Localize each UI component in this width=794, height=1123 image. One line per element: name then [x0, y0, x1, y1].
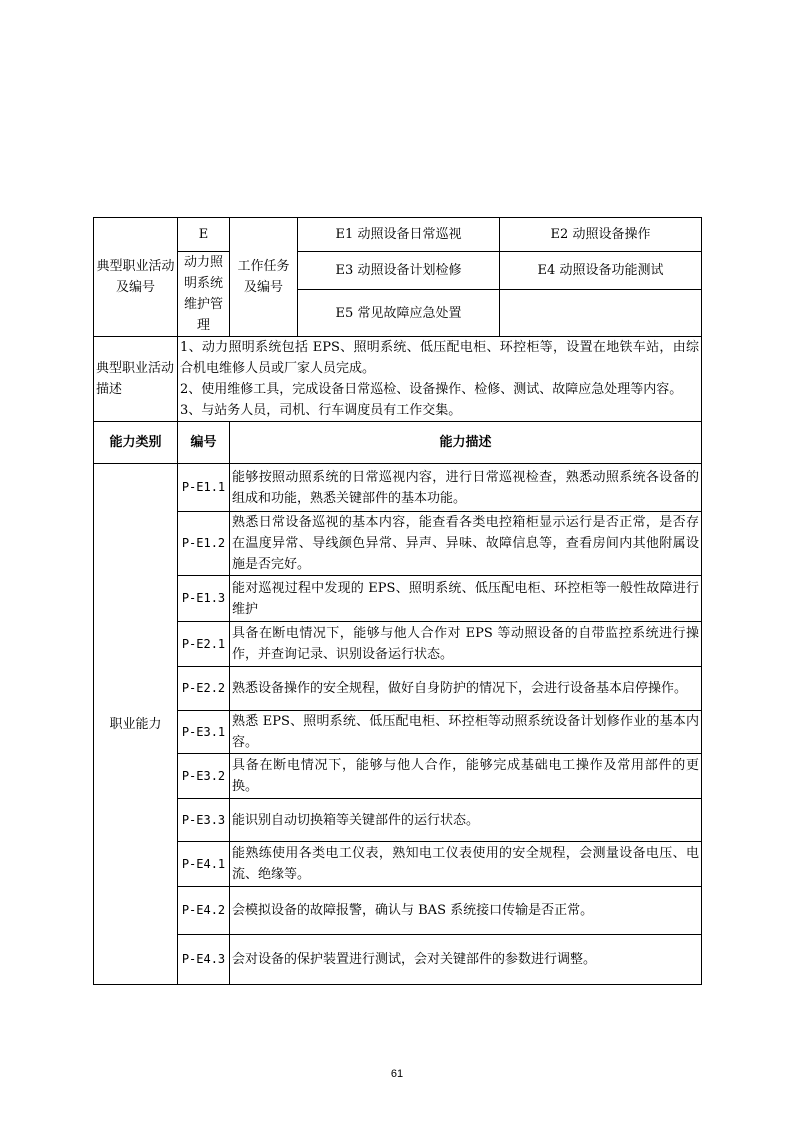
description-line: 2、使用维修工具，完成设备日常巡检、设备操作、检修、测试、故障应急处理等内容。: [180, 382, 683, 397]
ability-code: P-E2.1: [178, 622, 230, 667]
header-row: [94, 422, 702, 464]
description-row: [94, 337, 702, 422]
ability-code: P-E1.1: [178, 464, 230, 512]
table-row: [94, 512, 702, 576]
ability-code: P-E2.2: [178, 667, 230, 711]
ability-code: P-E4.1: [178, 842, 230, 887]
ability-text: 具备在断电情况下，能够与他人合作对 EPS 等动照设备的自带监控系统进行操作，并查询记录、识别设备运行状态。: [230, 622, 702, 667]
ability-code: P-E3.2: [178, 754, 230, 799]
ability-text: 会模拟设备的故障报警，确认与 BAS 系统接口传输是否正常。: [230, 887, 702, 935]
competency-table: [93, 217, 702, 985]
ability-code: P-E4.2: [178, 887, 230, 935]
header-code: 编号: [178, 422, 230, 464]
ability-text: 会对设备的保护装置进行测试，会对关键部件的参数进行调整。: [230, 935, 702, 985]
activity-row-2: [94, 252, 702, 290]
table-row: [94, 576, 702, 622]
ability-text: 能对巡视过程中发现的 EPS、照明系统、低压配电柜、环控柜等一般性故障进行维护: [230, 576, 702, 622]
ability-code: P-E1.2: [178, 512, 230, 576]
task-cell: E2 动照设备操作: [500, 218, 702, 252]
description-line: 1、动力照明系统包括 EPS、照明系统、低压配电柜、环控柜等，设置在地铁车站，由综合机电维修人员或厂家人员完成。: [180, 340, 699, 376]
task-cell: E3 动照设备计划检修: [298, 252, 500, 290]
header-category: 能力类别: [94, 422, 178, 464]
table-row: [94, 799, 702, 842]
table-row: [94, 667, 702, 711]
ability-code: P-E1.3: [178, 576, 230, 622]
ability-code: P-E3.3: [178, 799, 230, 842]
ability-text: 具备在断电情况下，能够与他人合作，能够完成基础电工操作及常用部件的更换。: [230, 754, 702, 799]
activity-label: 典型职业活动及编号: [94, 218, 178, 337]
description-cell: [178, 337, 702, 422]
page-number: 61: [390, 1068, 404, 1080]
ability-text: 能熟练使用各类电工仪表，熟知电工仪表使用的安全规程，会测量设备电压、电流、绝缘等。: [230, 842, 702, 887]
ability-text: 熟悉日常设备巡视的基本内容，能查看各类电控箱柜显示运行是否正常，是否存在温度异常、导线颜色异常、异声、异味、故障信息等，查看房间内其他附属设施是否完好。: [230, 512, 702, 576]
task-label: 工作任务及编号: [230, 218, 298, 337]
header-description: 能力描述: [230, 422, 702, 464]
table-row: [94, 935, 702, 985]
table-row: [94, 887, 702, 935]
table-row: [94, 622, 702, 667]
activity-row-1: [94, 218, 702, 252]
description-line: 3、与站务人员，司机、行车调度员有工作交集。: [180, 403, 462, 418]
table-row: [94, 754, 702, 799]
empty-task-cell: [500, 290, 702, 337]
task-cell: E1 动照设备日常巡视: [298, 218, 500, 252]
table-row: [94, 711, 702, 754]
table-row: [94, 464, 702, 512]
task-cell: E5 常见故障应急处置: [298, 290, 500, 337]
description-label: 典型职业活动描述: [94, 337, 178, 422]
category-cell: 职业能力: [94, 464, 178, 985]
activity-name: 动力照明系统维护管理: [178, 252, 230, 337]
ability-text: 熟悉设备操作的安全规程，做好自身防护的情况下，会进行设备基本启停操作。: [230, 667, 702, 711]
ability-code: P-E3.1: [178, 711, 230, 754]
ability-code: P-E4.3: [178, 935, 230, 985]
ability-text: 能识别自动切换箱等关键部件的运行状态。: [230, 799, 702, 842]
ability-text: 能够按照动照系统的日常巡视内容，进行日常巡视检查，熟悉动照系统各设备的组成和功能，熟悉关键部件的基本功能。: [230, 464, 702, 512]
activity-code: E: [178, 218, 230, 252]
ability-text: 熟悉 EPS、照明系统、低压配电柜、环控柜等动照系统设备计划修作业的基本内容。: [230, 711, 702, 754]
table-row: [94, 842, 702, 887]
task-cell: E4 动照设备功能测试: [500, 252, 702, 290]
